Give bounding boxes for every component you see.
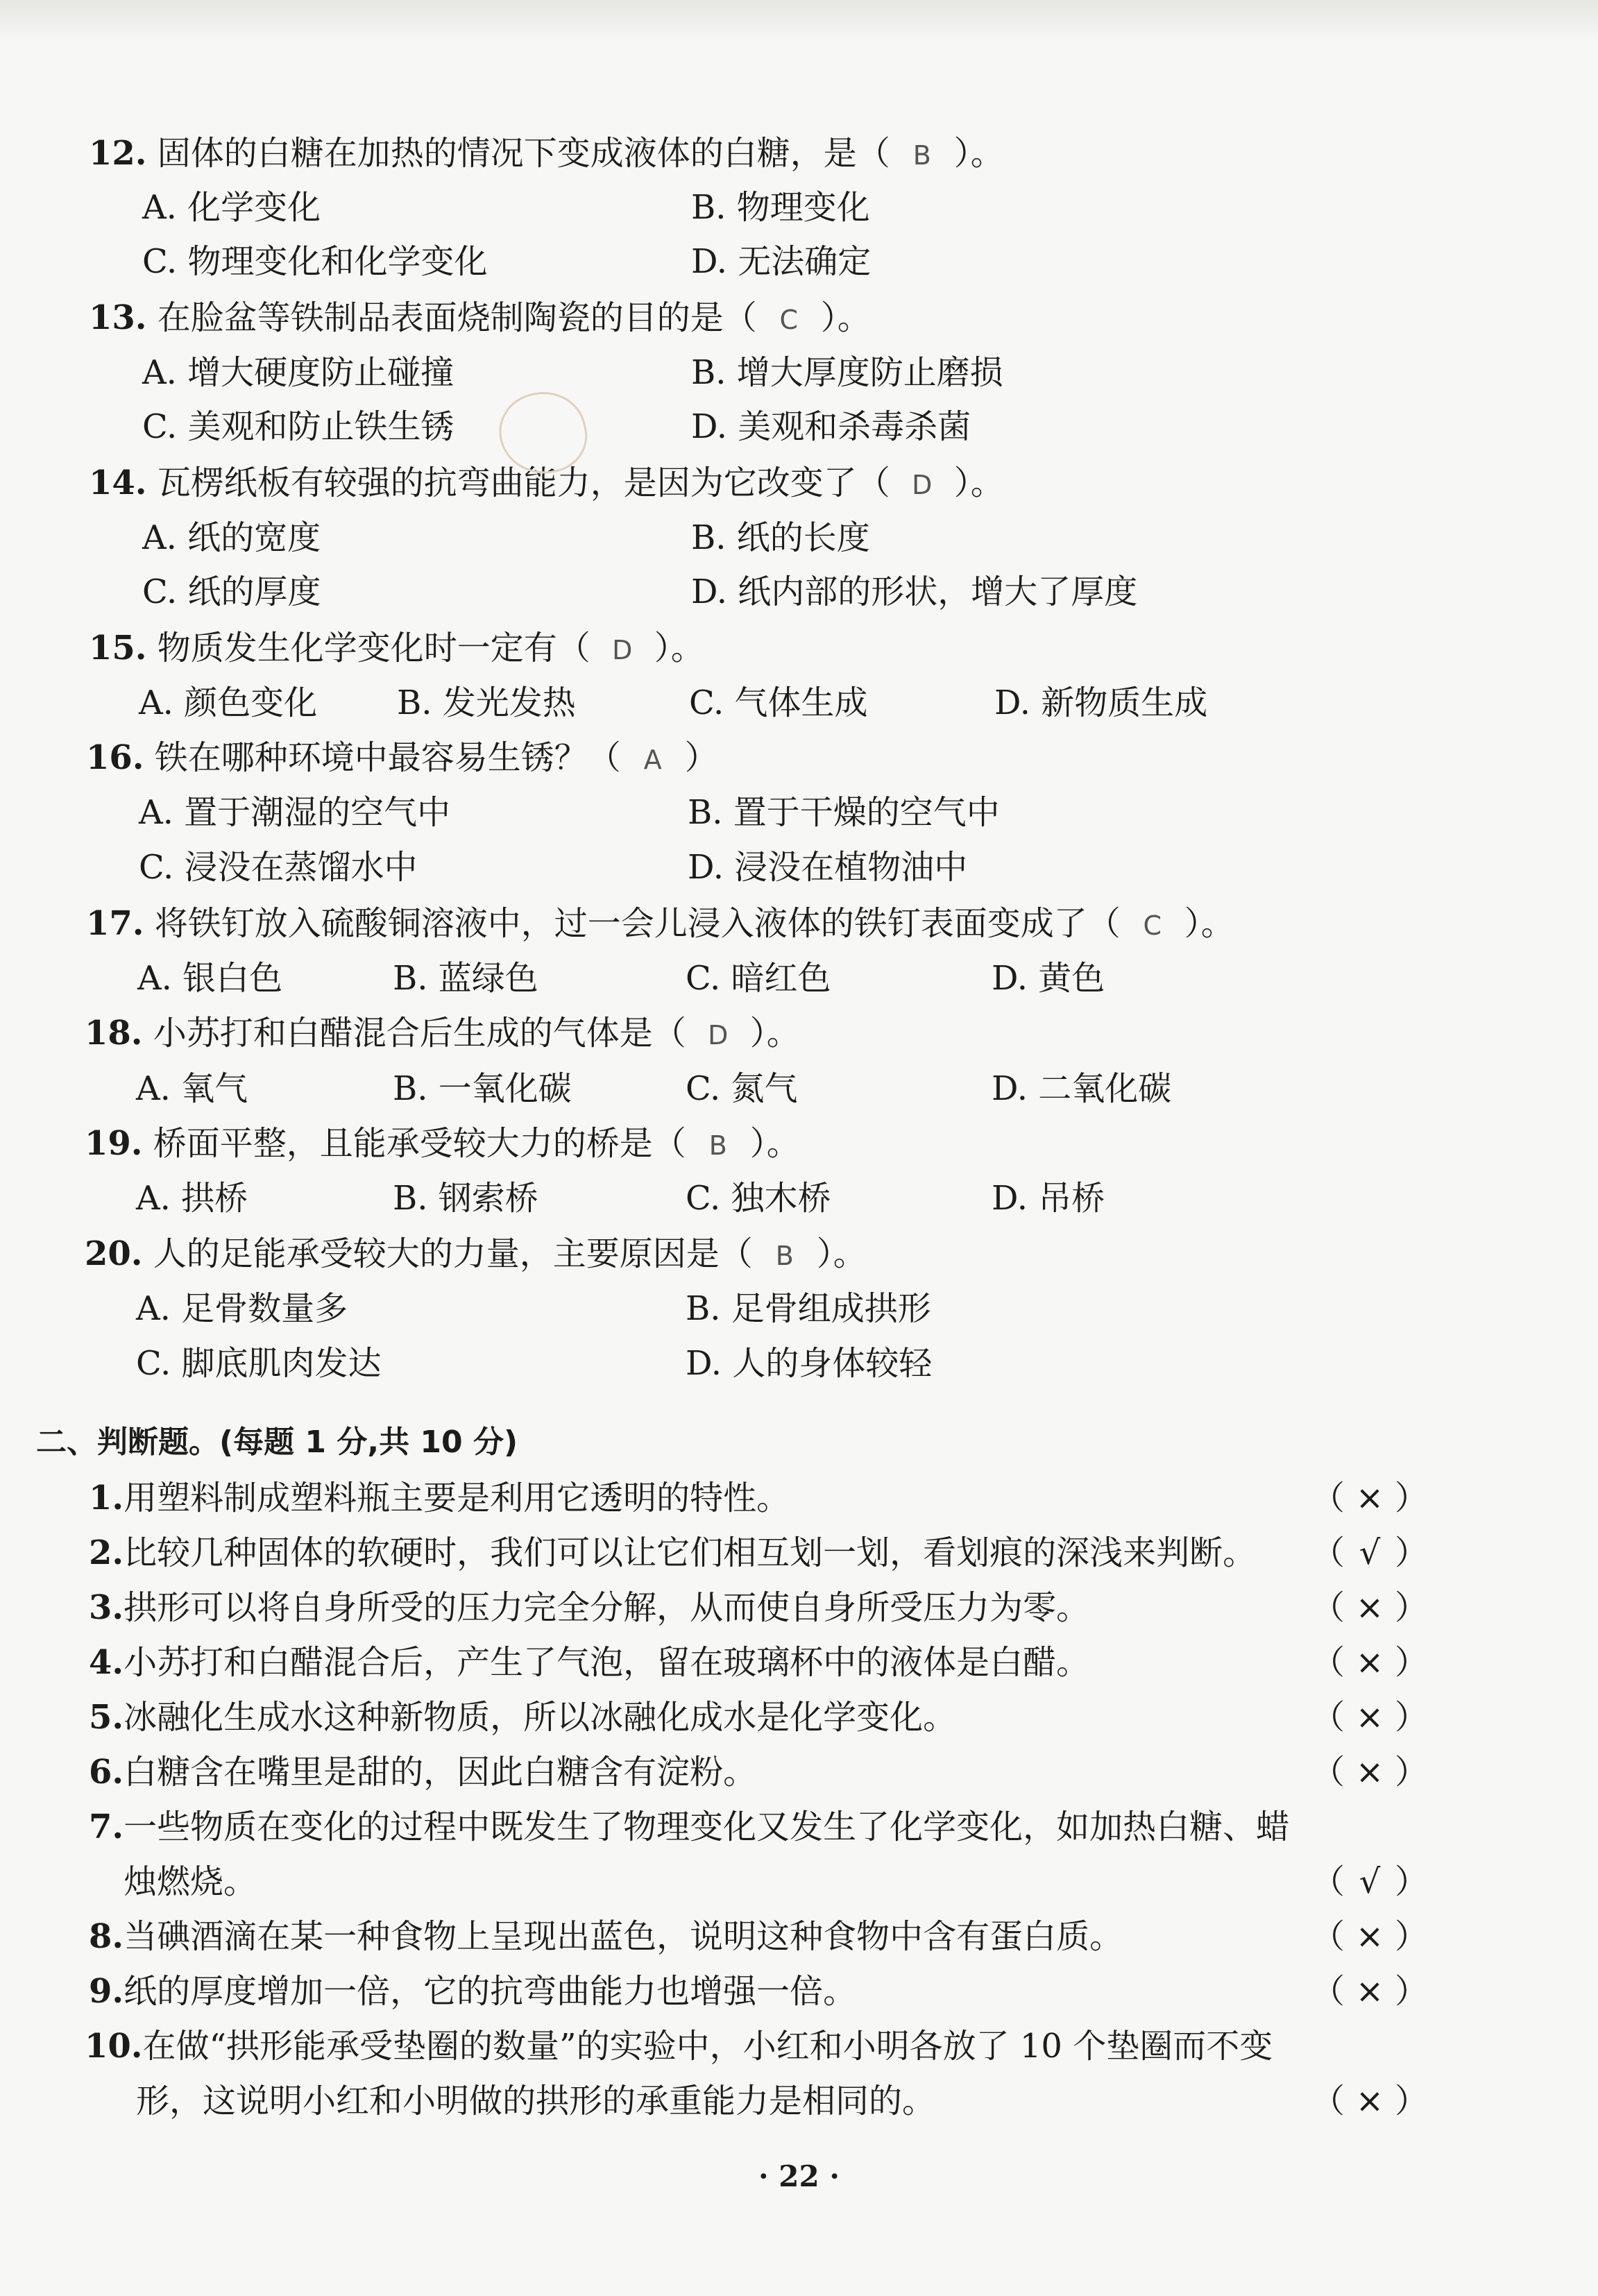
option-d: D. 新物质生成 — [994, 683, 1208, 722]
option-d: D. 二氧化碳 — [992, 1069, 1172, 1108]
option-b: B. 物理变化 — [691, 188, 870, 227]
question-number: 14. — [89, 464, 147, 502]
option-d: D. 黄色 — [992, 959, 1105, 998]
question-text-end: ）。 — [816, 1234, 867, 1273]
item-number: 8. — [89, 1917, 124, 1956]
item-text: 比较几种固体的软硬时，我们可以让它们相互划一划，看划痕的深浅来判断。 — [124, 1533, 1257, 1572]
tf-item-10 — [85, 2025, 1273, 2067]
item-number: 4. — [89, 1643, 124, 1682]
item-text: 纸的厚度增加一倍，它的抗弯曲能力也增强一倍。 — [124, 1972, 857, 2011]
question-text-end: ）。 — [820, 298, 871, 337]
item-text: 小苏打和白醋混合后，产生了气泡，留在玻璃杯中的液体是白醋。 — [124, 1643, 1090, 1682]
mark-symbol: × — [1355, 1643, 1384, 1682]
option-b: B. 发光发热 — [397, 683, 576, 722]
tf-mark-9 — [1311, 1971, 1428, 2012]
mark-open-paren: （ — [1311, 1917, 1345, 1956]
question-number: 20. — [85, 1234, 143, 1273]
mark-close-paren: ） — [1395, 1917, 1429, 1956]
option-b: B. 足骨组成拱形 — [686, 1289, 931, 1328]
answer-mark: A — [643, 745, 662, 775]
tf-item-2 — [89, 1532, 1256, 1574]
option-c: C. 脚底肌肉发达 — [136, 1344, 382, 1383]
mark-open-paren: （ — [1311, 1753, 1345, 1792]
item-number: 1. — [89, 1479, 124, 1517]
tf-mark-3 — [1311, 1587, 1428, 1629]
question-text: 在脸盆等铁制品表面烧制陶瓷的目的是（ — [157, 298, 757, 337]
mark-close-paren: ） — [1395, 1588, 1429, 1627]
tf-mark-2 — [1311, 1532, 1428, 1574]
tf-item-8 — [89, 1916, 1123, 1957]
mark-symbol: × — [1355, 1698, 1384, 1737]
mark-symbol: × — [1355, 2082, 1384, 2120]
question-number: 18. — [85, 1014, 143, 1053]
mark-open-paren: （ — [1311, 1698, 1345, 1737]
tf-item-6 — [89, 1751, 756, 1793]
option-a: A. 化学变化 — [142, 188, 321, 227]
question-17 — [86, 903, 1234, 946]
tf-item-10-cont: 形，这说明小红和小明做的拱形的承重能力是相同的。 — [136, 2082, 936, 2120]
mark-open-paren: （ — [1311, 1643, 1345, 1682]
question-number: 15. — [89, 629, 147, 667]
option-a: A. 拱桥 — [136, 1179, 248, 1218]
option-b: B. 置于干燥的空气中 — [688, 793, 1000, 832]
item-text: 白糖含在嘴里是甜的，因此白糖含有淀粉。 — [124, 1753, 757, 1792]
tf-item-7 — [89, 1806, 1289, 1848]
tf-item-7-cont: 烛燃烧。 — [124, 1862, 257, 1901]
question-20 — [85, 1233, 867, 1277]
option-c: C. 浸没在蒸馏水中 — [139, 848, 418, 887]
page-top-shadow — [0, 0, 1598, 42]
question-text-end: ）。 — [953, 134, 1004, 173]
tf-item-1 — [89, 1477, 790, 1519]
question-13 — [89, 297, 871, 341]
mark-open-paren: （ — [1311, 1533, 1345, 1572]
question-number: 12. — [89, 134, 147, 173]
mark-open-paren: （ — [1311, 2082, 1345, 2120]
mark-open-paren: （ — [1311, 1862, 1345, 1901]
question-text-end: ）。 — [749, 1124, 800, 1163]
option-b: B. 蓝绿色 — [393, 959, 538, 998]
question-text-end: ） — [684, 738, 718, 777]
item-text: 冰融化生成水这种新物质，所以冰融化成水是化学变化。 — [124, 1698, 957, 1737]
option-b: B. 一氧化碳 — [393, 1069, 572, 1108]
answer-mark: B — [775, 1241, 794, 1271]
option-d: D. 浸没在植物油中 — [688, 848, 968, 887]
question-number: 17. — [86, 904, 144, 943]
item-text: 当碘酒滴在某一种食物上呈现出蓝色，说明这种食物中含有蛋白质。 — [124, 1917, 1123, 1956]
item-text: 在做“拱形能承受垫圈的数量”的实验中，小红和小明各放了 10 个垫圈而不变 — [142, 2027, 1273, 2066]
option-a: A. 增大硬度防止碰撞 — [142, 353, 454, 392]
question-number: 16. — [86, 738, 144, 777]
question-18 — [85, 1012, 800, 1056]
section-title-true-false: 二、判断题。(每题 1 分,共 10 分) — [36, 1425, 518, 1460]
question-text: 将铁钉放入硫酸铜溶液中，过一会儿浸入液体的铁钉表面变成了（ — [154, 904, 1121, 943]
question-text-end: ）。 — [1184, 904, 1234, 943]
mark-close-paren: ） — [1395, 1698, 1429, 1737]
option-a: A. 颜色变化 — [139, 683, 318, 722]
question-19 — [85, 1123, 800, 1166]
question-number: 19. — [85, 1124, 143, 1163]
option-c: C. 气体生成 — [689, 683, 868, 722]
question-text: 人的足能承受较大的力量，主要原因是（ — [153, 1234, 753, 1273]
mark-symbol: × — [1355, 1972, 1384, 2011]
question-number: 13. — [89, 298, 147, 337]
tf-mark-10 — [1311, 2080, 1428, 2122]
answer-mark: D — [612, 635, 633, 665]
option-d: D. 纸内部的形状，增大了厚度 — [691, 572, 1138, 611]
item-number: 6. — [89, 1753, 124, 1792]
mark-symbol: √ — [1359, 1862, 1381, 1901]
answer-mark: B — [708, 1130, 727, 1161]
answer-mark: C — [1143, 910, 1162, 941]
answer-mark: D — [912, 470, 933, 500]
option-c: C. 美观和防止铁生锈 — [142, 407, 454, 446]
question-15 — [89, 627, 704, 671]
mark-close-paren: ） — [1395, 1862, 1429, 1901]
option-a: A. 银白色 — [137, 959, 283, 998]
item-text: 用塑料制成塑料瓶主要是利用它透明的特性。 — [124, 1479, 790, 1517]
item-text: 拱形可以将自身所受的压力完全分解，从而使自身所受压力为零。 — [124, 1588, 1090, 1627]
item-number: 10. — [85, 2027, 143, 2066]
tf-mark-4 — [1311, 1642, 1428, 1683]
question-text: 小苏打和白醋混合后生成的气体是（ — [153, 1014, 686, 1053]
question-text-end: ）。 — [654, 629, 704, 667]
tf-mark-5 — [1311, 1697, 1428, 1738]
question-text: 铁在哪种环境中最容易生锈？（ — [154, 738, 621, 777]
option-b: B. 纸的长度 — [691, 518, 870, 557]
question-12 — [89, 133, 1004, 176]
mark-close-paren: ） — [1395, 1972, 1429, 2011]
option-a: A. 置于潮湿的空气中 — [139, 793, 451, 832]
item-number: 7. — [89, 1808, 124, 1846]
question-text-end: ）。 — [749, 1014, 800, 1053]
mark-symbol: × — [1355, 1588, 1384, 1627]
tf-mark-7 — [1311, 1861, 1428, 1903]
mark-symbol: × — [1355, 1917, 1384, 1956]
question-text-end: ）。 — [953, 464, 1004, 502]
option-a: A. 足骨数量多 — [136, 1289, 348, 1328]
tf-mark-6 — [1311, 1751, 1428, 1793]
option-c: C. 暗红色 — [686, 959, 831, 998]
mark-open-paren: （ — [1311, 1972, 1345, 2011]
item-number: 3. — [89, 1588, 124, 1627]
option-d: D. 人的身体较轻 — [686, 1344, 933, 1383]
question-text: 物质发生化学变化时一定有（ — [157, 629, 590, 667]
option-c: C. 独木桥 — [686, 1179, 831, 1218]
option-a: A. 纸的宽度 — [142, 518, 321, 557]
option-b: B. 钢索桥 — [393, 1179, 538, 1218]
question-text: 固体的白糖在加热的情况下变成液体的白糖，是（ — [157, 134, 890, 173]
mark-symbol: × — [1355, 1479, 1384, 1517]
page-number: · 22 · — [758, 2159, 840, 2193]
mark-open-paren: （ — [1311, 1588, 1345, 1627]
answer-mark: C — [779, 305, 799, 335]
tf-item-4 — [89, 1642, 1089, 1683]
mark-close-paren: ） — [1395, 1643, 1429, 1682]
item-number: 2. — [89, 1533, 124, 1572]
tf-item-3 — [89, 1587, 1089, 1629]
answer-mark: D — [708, 1020, 729, 1051]
mark-open-paren: （ — [1311, 1479, 1345, 1517]
tf-item-5 — [89, 1697, 956, 1738]
option-a: A. 氧气 — [136, 1069, 248, 1108]
option-c: C. 物理变化和化学变化 — [142, 242, 488, 281]
option-c: C. 纸的厚度 — [142, 572, 321, 611]
option-c: C. 氮气 — [686, 1069, 798, 1108]
item-number: 5. — [89, 1698, 124, 1737]
item-number: 9. — [89, 1972, 124, 2011]
tf-item-9 — [89, 1971, 856, 2012]
question-16 — [86, 737, 718, 781]
item-text: 一些物质在变化的过程中既发生了物理变化又发生了化学变化，如加热白糖、蜡 — [124, 1808, 1290, 1846]
mark-close-paren: ） — [1395, 1479, 1429, 1517]
mark-close-paren: ） — [1395, 2082, 1429, 2120]
mark-close-paren: ） — [1395, 1533, 1429, 1572]
option-d: D. 无法确定 — [691, 242, 872, 281]
mark-symbol: √ — [1359, 1533, 1381, 1572]
tf-mark-8 — [1311, 1916, 1428, 1957]
option-b: B. 增大厚度防止磨损 — [691, 353, 1003, 392]
option-d: D. 美观和杀毒杀菌 — [691, 407, 971, 446]
mark-symbol: × — [1355, 1753, 1384, 1792]
answer-mark: B — [912, 140, 931, 171]
question-text: 瓦楞纸板有较强的抗弯曲能力，是因为它改变了（ — [157, 464, 890, 502]
mark-close-paren: ） — [1395, 1753, 1429, 1792]
question-text: 桥面平整，且能承受较大力的桥是（ — [153, 1124, 686, 1163]
tf-mark-1 — [1311, 1477, 1428, 1519]
option-d: D. 吊桥 — [992, 1179, 1105, 1218]
